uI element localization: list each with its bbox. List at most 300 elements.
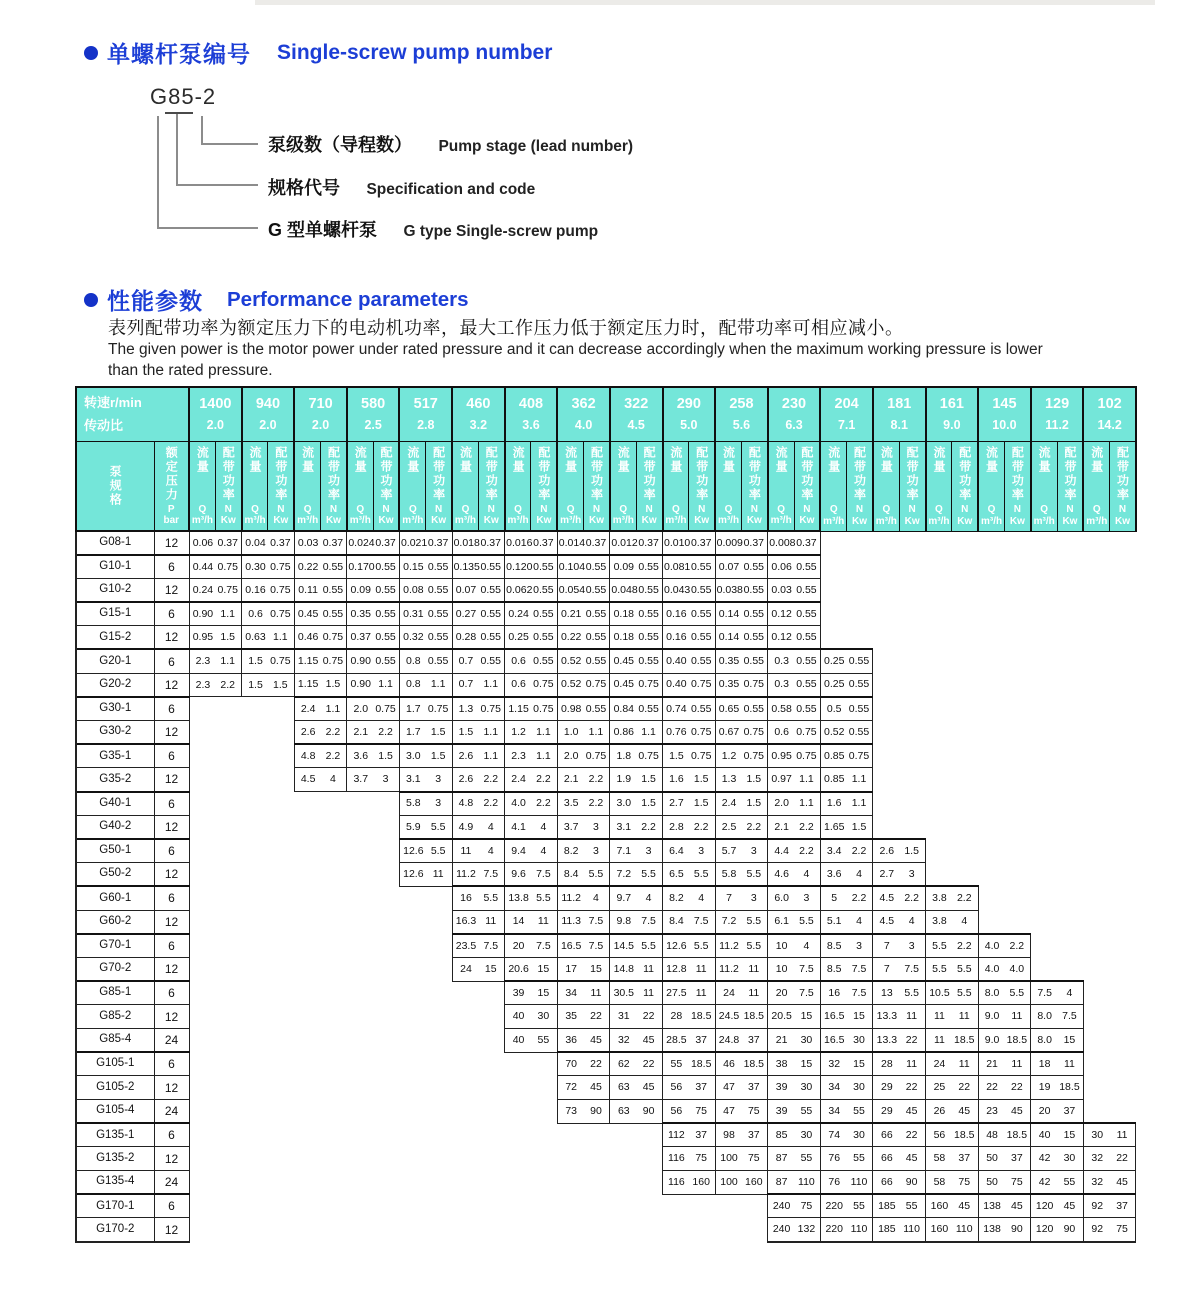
model-cell: G10-2 — [76, 578, 154, 602]
flow-value: 21 — [986, 1057, 998, 1070]
flow-header-inner — [558, 442, 583, 530]
power-value: 11 — [643, 962, 655, 975]
flow-power-cell — [768, 981, 821, 1005]
flow-value: 38 — [775, 1057, 788, 1070]
empty-cell — [873, 721, 926, 745]
qn-pair — [400, 538, 452, 549]
qn-pair — [873, 1201, 925, 1212]
flow-value: 1.2 — [721, 750, 737, 763]
flow-value: 66 — [880, 1175, 893, 1188]
power-value: 0.75 — [690, 725, 712, 738]
speed-ratio-value: 2.8 — [417, 417, 435, 432]
flow-power-cell — [505, 649, 558, 673]
qn-pair — [979, 1153, 1031, 1164]
flow-power-cell — [557, 1100, 610, 1124]
flow-unit — [244, 504, 265, 527]
flow-value: 11.2 — [719, 962, 739, 975]
flow-value: 48 — [986, 1129, 998, 1142]
qn-pair — [610, 916, 662, 927]
flow-header-label: 流量 — [721, 445, 736, 474]
flow-value: 0.40 — [666, 678, 687, 691]
flow-power-cell — [557, 910, 610, 934]
power-value: 1.1 — [220, 607, 236, 620]
connector-line — [201, 143, 258, 145]
flow-power-cell — [663, 602, 716, 626]
table-row — [76, 886, 1136, 910]
flow-value: 11 — [460, 844, 472, 857]
flow-unit — [297, 504, 318, 527]
qn-pair — [610, 1082, 662, 1093]
flow-power-cell — [715, 721, 768, 745]
flow-value: 63 — [617, 1081, 630, 1094]
power-value: 2.2 — [693, 820, 709, 833]
power-value: 18.5 — [1006, 1033, 1028, 1046]
model-cell: G70-1 — [76, 934, 154, 958]
power-value: 15 — [590, 962, 602, 975]
model-cell: G60-1 — [76, 886, 154, 910]
flow-value: 1.0 — [563, 725, 579, 738]
flow-power-cell — [820, 1028, 873, 1052]
empty-cell — [347, 934, 400, 958]
power-value: 5.5 — [956, 962, 972, 975]
power-value: 5.5 — [693, 867, 709, 880]
power-value: 45 — [590, 1033, 602, 1046]
empty-cell — [1031, 578, 1084, 602]
flow-value: 8.0 — [1037, 1010, 1052, 1023]
power-value: 0.37 — [375, 536, 396, 549]
flow-power-cell — [820, 673, 873, 697]
flow-value: 1.15 — [297, 678, 319, 691]
empty-cell — [1031, 863, 1084, 887]
power-value: 0.55 — [796, 583, 817, 596]
flow-header-inner — [295, 442, 320, 530]
flow-power-cell — [347, 626, 400, 650]
flow-power-cell — [715, 555, 768, 579]
empty-cell — [505, 1147, 558, 1171]
empty-cell — [347, 839, 400, 863]
qn-pair — [347, 774, 399, 785]
flow-value: 32 — [1091, 1152, 1104, 1165]
flow-power-cell — [452, 934, 505, 958]
power-value: 37 — [1116, 1200, 1128, 1213]
flow-power-cell — [873, 1147, 926, 1171]
power-value: 1.1 — [220, 655, 236, 668]
model-cell: G85-1 — [76, 981, 154, 1005]
power-value: 110 — [955, 1223, 973, 1236]
speed-rpm-value: 322 — [624, 396, 649, 413]
power-unit-symbol: N — [1066, 504, 1074, 515]
flow-value: 31 — [617, 1010, 630, 1023]
flow-power-cell — [1083, 1147, 1136, 1171]
flow-power-cell — [610, 1076, 663, 1100]
flow-value: 4.0 — [984, 962, 1000, 975]
power-header-inner — [216, 442, 241, 530]
power-unit-symbol: N — [592, 503, 601, 515]
flow-power-cell — [768, 744, 821, 768]
flow-power-cell — [663, 815, 716, 839]
flow-unit-symbol: Q — [303, 503, 312, 515]
flow-power-cell — [978, 1171, 1031, 1195]
flow-power-cell — [873, 1052, 926, 1076]
empty-cell — [294, 1028, 347, 1052]
flow-power-cell — [926, 981, 979, 1005]
power-value: 55 — [537, 1034, 550, 1047]
empty-cell — [189, 744, 242, 768]
flow-value: 19 — [1038, 1081, 1051, 1094]
flow-power-cell — [189, 531, 242, 555]
flow-power-cell — [873, 957, 926, 981]
qn-pair — [505, 562, 557, 573]
empty-cell — [926, 815, 979, 839]
qn-pair — [453, 893, 505, 904]
qn-pair — [663, 609, 715, 620]
qn-pair — [716, 869, 768, 880]
power-value: 5.5 — [746, 915, 762, 928]
power-value: 2.2 — [904, 892, 919, 905]
power-value: 2.2 — [220, 678, 236, 691]
qn-pair — [768, 1035, 820, 1046]
qn-pair — [873, 893, 925, 904]
qn-pair — [400, 727, 452, 738]
power-value: 0.75 — [743, 750, 765, 763]
table-row — [76, 673, 1136, 697]
pressure-cell: 12 — [154, 1076, 189, 1100]
flow-power-cell — [242, 649, 295, 673]
flow-unit-text: m³/h — [454, 515, 477, 527]
flow-value: 4.0 — [511, 797, 526, 810]
flow-value: 1.5 — [248, 678, 263, 691]
qn-pair — [768, 1130, 820, 1141]
flow-value: 26 — [933, 1104, 946, 1117]
power-value: 55 — [853, 1152, 865, 1165]
empty-cell — [399, 1218, 452, 1242]
qn-pair — [505, 964, 557, 975]
flow-power-cell — [978, 1052, 1031, 1076]
qn-pair — [821, 727, 873, 738]
empty-cell — [189, 1052, 242, 1076]
flow-value: 2.6 — [300, 725, 316, 738]
empty-cell — [189, 957, 242, 981]
power-value: 110 — [798, 1175, 815, 1188]
power-value: 0.75 — [743, 678, 765, 691]
power-header-cell — [636, 441, 662, 531]
qn-pair — [716, 1011, 768, 1022]
power-header-label: 配带功率 — [905, 446, 920, 502]
qn-pair — [873, 1011, 925, 1022]
flow-value: 2.1 — [563, 773, 579, 786]
flow-value: 17 — [565, 962, 578, 975]
speed-rpm-value: 181 — [887, 396, 912, 413]
table-row — [76, 578, 1136, 602]
qn-pair — [610, 656, 662, 667]
empty-cell — [978, 697, 1031, 721]
power-value: 3 — [593, 844, 599, 857]
flow-value: 13.3 — [876, 1010, 898, 1023]
qn-pair — [295, 538, 347, 549]
power-value: 45 — [1116, 1175, 1128, 1188]
flow-header-cell — [926, 441, 952, 531]
power-value: 5.5 — [588, 867, 604, 880]
empty-cell — [347, 981, 400, 1005]
flow-power-cell — [452, 697, 505, 721]
flow-unit-symbol: Q — [198, 503, 207, 515]
power-value: 90 — [590, 1105, 602, 1118]
power-value: 37 — [695, 1129, 708, 1142]
power-unit-symbol: N — [855, 504, 864, 515]
flow-value: 0.062 — [506, 583, 533, 596]
qn-pair — [821, 916, 873, 927]
flow-unit — [455, 504, 476, 527]
flow-power-cell — [978, 1218, 1031, 1242]
qn-pair — [400, 869, 452, 880]
power-value: 0.55 — [638, 655, 659, 668]
flow-power-cell — [873, 863, 926, 887]
flow-unit-text: m³/h — [665, 515, 687, 527]
empty-cell — [189, 1171, 242, 1195]
flow-value: 4.5 — [300, 773, 316, 786]
flow-value: 0.85 — [824, 773, 845, 786]
power-value: 1.1 — [273, 631, 288, 644]
qn-pair — [663, 964, 715, 975]
flow-power-cell — [663, 910, 716, 934]
empty-cell — [873, 602, 926, 626]
flow-power-cell — [1083, 1194, 1136, 1218]
qn-pair — [873, 988, 925, 999]
power-value: 4 — [856, 915, 862, 928]
qn-pair — [558, 941, 610, 952]
qn-pair — [1031, 988, 1083, 999]
speed-header-cell — [242, 387, 295, 441]
qn-pair — [716, 585, 768, 596]
qn-pair — [873, 1177, 925, 1188]
flow-value: 0.44 — [192, 560, 214, 573]
power-unit — [694, 504, 709, 527]
power-value: 0.75 — [690, 678, 712, 691]
speed-header-cell — [189, 387, 242, 441]
pressure-cell: 6 — [154, 1194, 189, 1218]
flow-value: 0.170 — [348, 560, 375, 573]
empty-cell — [242, 1005, 295, 1029]
power-value: 11 — [1011, 1057, 1023, 1070]
power-value: 45 — [642, 1081, 655, 1094]
connector-line — [157, 116, 159, 227]
power-value: 22 — [958, 1081, 971, 1094]
qn-pair — [716, 538, 768, 549]
speed-header-cell — [1083, 387, 1136, 441]
qn-pair — [716, 893, 768, 904]
power-value: 30 — [853, 1081, 865, 1094]
qn-pair — [347, 656, 399, 667]
flow-value: 12.6 — [666, 939, 687, 952]
power-value: 4 — [487, 844, 494, 857]
power-value: 37 — [695, 1033, 708, 1046]
empty-cell — [610, 1147, 663, 1171]
flow-value: 0.45 — [613, 655, 634, 668]
empty-cell — [978, 886, 1031, 910]
flow-value: 0.021 — [400, 536, 428, 549]
flow-power-cell — [715, 1171, 768, 1195]
power-value: 1.5 — [904, 844, 919, 857]
flow-power-cell — [557, 957, 610, 981]
flow-power-cell — [768, 1052, 821, 1076]
power-value: 75 — [800, 1200, 813, 1213]
flow-header-label: 流量 — [563, 445, 578, 474]
power-value: 37 — [958, 1152, 971, 1165]
flow-value: 32 — [617, 1033, 630, 1046]
table-row — [76, 815, 1136, 839]
flow-power-cell — [715, 1028, 768, 1052]
qn-pair — [347, 609, 399, 620]
power-value: 4 — [856, 867, 862, 880]
qn-pair — [716, 704, 768, 715]
flow-value: 28.5 — [666, 1033, 687, 1046]
qn-pair — [1084, 1130, 1136, 1141]
flow-power-cell — [610, 1052, 663, 1076]
power-value: 0.55 — [427, 655, 449, 668]
flow-value: 2.5 — [721, 820, 737, 833]
power-unit — [431, 504, 446, 527]
flow-power-cell — [873, 839, 926, 863]
power-value: 0.55 — [585, 607, 607, 620]
flow-value: 98 — [723, 1129, 735, 1142]
speed-ratio-value: 3.2 — [469, 417, 488, 432]
table-row — [76, 981, 1136, 1005]
qn-pair — [453, 751, 505, 762]
flow-power-cell — [347, 578, 400, 602]
qn-pair — [558, 585, 610, 596]
table-row — [76, 1005, 1136, 1029]
flow-power-cell — [768, 886, 821, 910]
empty-cell — [978, 602, 1031, 626]
qn-pair — [505, 751, 557, 762]
flow-value: 0.6 — [511, 678, 526, 691]
pressure-cell: 6 — [154, 886, 189, 910]
flow-power-cell — [452, 768, 505, 792]
power-value: 0.37 — [480, 536, 501, 549]
flow-value: 63 — [617, 1105, 630, 1118]
power-value: 45 — [590, 1081, 602, 1094]
qn-pair — [295, 632, 347, 643]
qn-pair — [1031, 1106, 1083, 1117]
flow-power-cell — [1031, 1194, 1084, 1218]
flow-unit — [928, 504, 949, 527]
qn-pair — [347, 679, 399, 690]
flow-value: 100 — [720, 1152, 738, 1165]
flow-value: 116 — [668, 1176, 685, 1189]
power-unit — [747, 504, 762, 527]
qn-pair — [821, 798, 873, 809]
flow-value: 92 — [1091, 1223, 1104, 1236]
flow-value: 0.09 — [613, 560, 634, 573]
flow-value: 40 — [512, 1010, 525, 1023]
empty-cell — [189, 981, 242, 1005]
flow-header-inner — [821, 442, 846, 530]
flow-power-cell — [557, 1076, 610, 1100]
qn-pair — [558, 798, 610, 809]
flow-power-cell — [715, 649, 768, 673]
empty-cell — [1031, 886, 1084, 910]
empty-cell — [1031, 555, 1084, 579]
flow-power-cell — [294, 768, 347, 792]
qn-pair — [610, 562, 662, 573]
empty-cell — [1031, 649, 1084, 673]
power-value: 1.5 — [430, 725, 446, 738]
power-value: 3 — [435, 797, 442, 810]
flow-power-cell — [768, 697, 821, 721]
flow-value: 23.5 — [455, 939, 477, 952]
empty-cell — [610, 1123, 663, 1147]
qn-pair — [1031, 1082, 1083, 1093]
power-value: 3 — [803, 892, 810, 905]
power-value: 5.5 — [430, 844, 446, 857]
power-value: 0.75 — [533, 678, 554, 691]
power-value: 1.1 — [483, 750, 499, 763]
power-value: 0.75 — [796, 725, 817, 738]
empty-cell — [189, 697, 242, 721]
qn-pair — [663, 988, 715, 999]
power-value: 0.37 — [270, 536, 291, 549]
flow-power-cell — [189, 578, 242, 602]
empty-cell — [873, 673, 926, 697]
empty-cell — [242, 815, 295, 839]
bullet-icon — [84, 293, 98, 307]
flow-power-cell — [557, 697, 610, 721]
power-value: 22 — [905, 1081, 918, 1094]
flow-value: 1.9 — [616, 773, 632, 786]
empty-cell — [347, 1147, 400, 1171]
flow-power-cell — [557, 578, 610, 602]
flow-value: 13 — [880, 986, 893, 999]
flow-power-cell — [926, 934, 979, 958]
table-row — [76, 649, 1136, 673]
flow-value: 0.09 — [350, 583, 371, 596]
power-header-cell — [1110, 441, 1136, 531]
power-value: 75 — [1011, 1175, 1023, 1188]
flow-power-cell — [820, 934, 873, 958]
flow-value: 16 — [460, 892, 472, 905]
empty-cell — [1083, 792, 1136, 816]
flow-power-cell — [399, 555, 452, 579]
flow-power-cell — [557, 815, 610, 839]
flow-value: 24 — [933, 1057, 946, 1070]
flow-power-cell — [715, 1076, 768, 1100]
connector-line — [176, 114, 178, 186]
flow-header-label: 流量 — [405, 445, 420, 474]
empty-cell — [1031, 934, 1084, 958]
qn-pair — [716, 846, 768, 857]
flow-power-cell — [505, 555, 558, 579]
power-value: 55 — [853, 1200, 865, 1213]
speed-header-cell — [347, 387, 400, 441]
flow-power-cell — [1031, 1005, 1084, 1029]
flow-power-cell — [557, 721, 610, 745]
power-value: 37 — [747, 1081, 760, 1094]
flow-value: 7 — [883, 962, 890, 975]
model-cell: G170-2 — [76, 1218, 154, 1242]
qn-pair — [716, 632, 768, 643]
flow-power-cell — [873, 1218, 926, 1242]
table-row — [76, 957, 1136, 981]
flow-power-cell — [189, 649, 242, 673]
qn-pair — [821, 893, 873, 904]
power-header-label: 配带功率 — [431, 445, 446, 502]
power-value: 7.5 — [851, 986, 867, 999]
flow-value: 0.97 — [771, 773, 792, 786]
flow-power-cell — [1083, 1218, 1136, 1242]
qn-pair — [821, 1035, 873, 1046]
flow-unit — [981, 504, 1002, 527]
flow-power-cell — [768, 721, 821, 745]
